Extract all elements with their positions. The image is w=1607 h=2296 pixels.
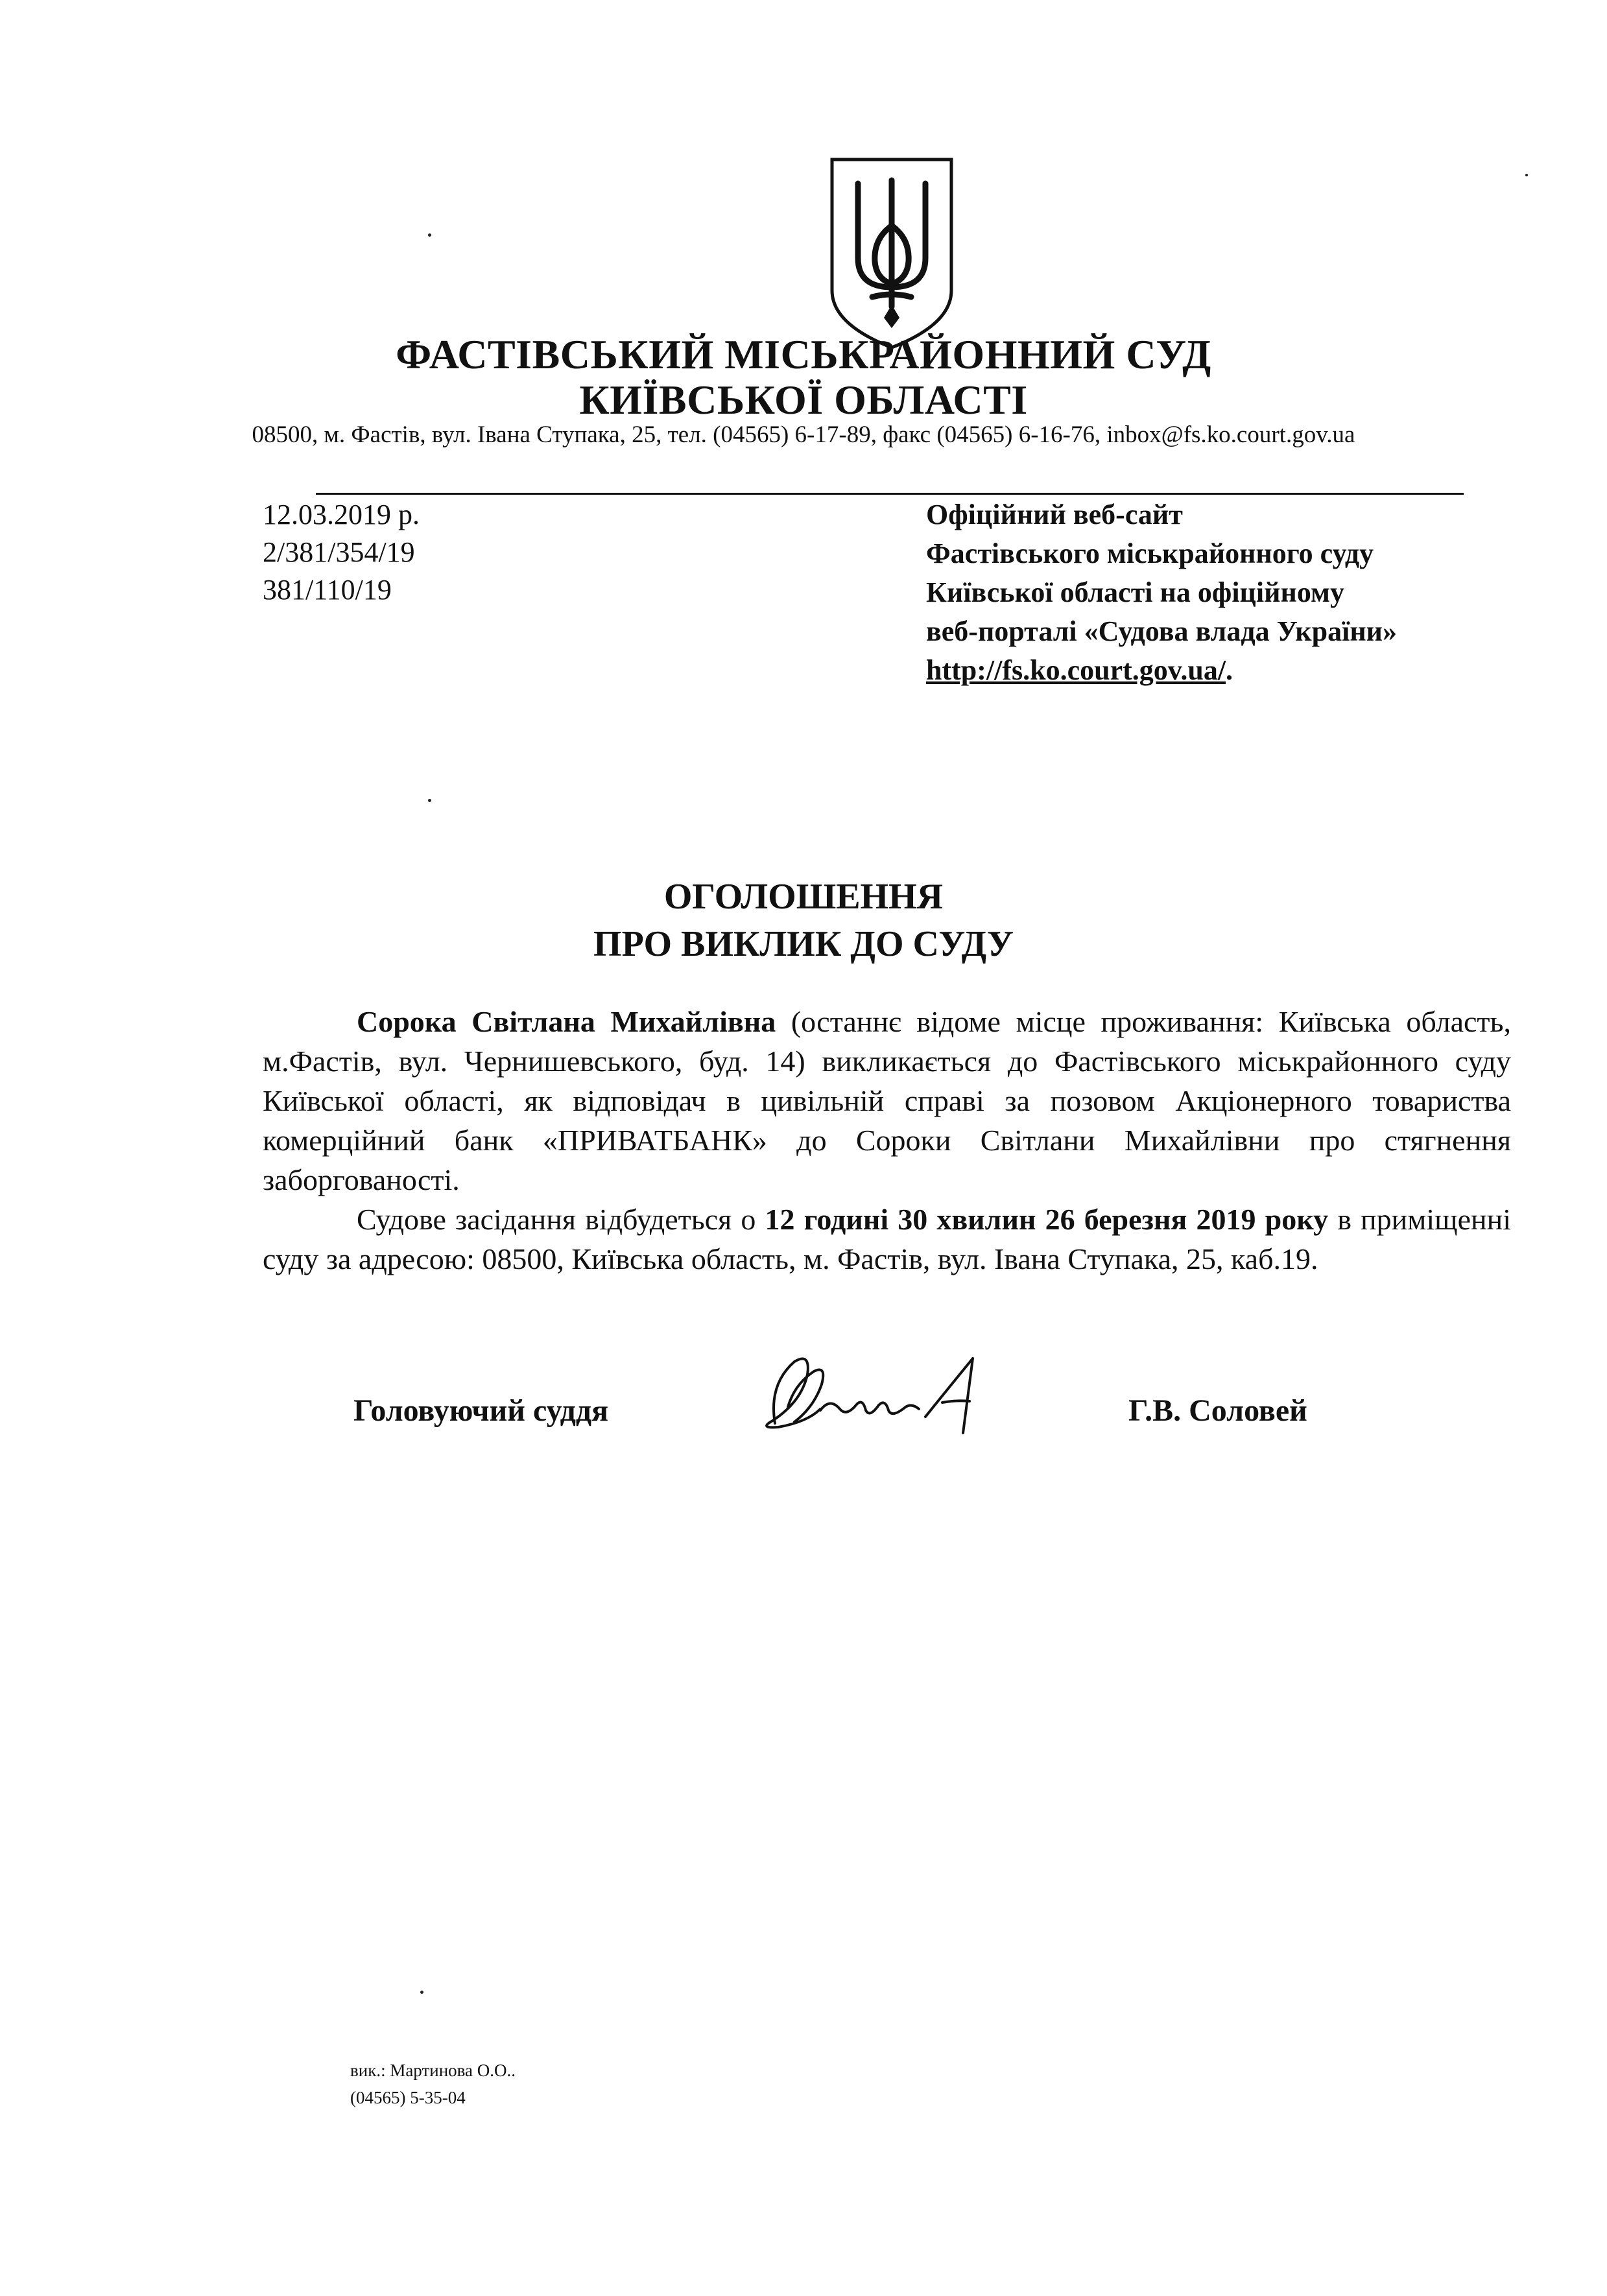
executor-phone: (04565) 5-35-04: [350, 2088, 466, 2107]
announcement-title: ОГОЛОШЕННЯ: [663, 877, 944, 917]
announcement-subtitle: ПРО ВИКЛИК ДО СУДУ: [593, 924, 1014, 964]
court-website-link[interactable]: http://fs.ko.court.gov.ua/: [926, 654, 1226, 686]
handwritten-signature-icon: [749, 1345, 1021, 1449]
executor-name: вик.: Мартинова О.О..: [350, 2061, 516, 2080]
coat-of-arms-icon: [827, 154, 957, 352]
court-name-line2: КИЇВСЬКОЇ ОБЛАСТІ: [579, 377, 1028, 423]
hearing-paragraph: [263, 1200, 1511, 1279]
addressee-line2: Фастівського міськрайонного суду: [926, 538, 1374, 569]
document-date: 12.03.2019 р.: [263, 499, 420, 530]
addressee-line1: Офіційний веб-сайт: [926, 499, 1183, 530]
judge-name: Г.В. Соловей: [1128, 1393, 1307, 1428]
hearing-datetime: 12 годині 30 хвилин 26 березня 2019 року: [765, 1203, 1329, 1236]
hearing-text-end: в приміщенні суду за адресою: 08500, Київська область, м. Фастів, вул. Івана Ступака, 25, каб.19.: [263, 1203, 1512, 1275]
summons-text: (останнє відоме місце проживання: Київська область, м.Фастів, вул. Чернишевського, буд. 14) викликається до Фастівського міськрайонного суду Київської області, як відповідач в цивільній справі за позовом Акціонерного товариства комерційний банк «ПРИВАТБАНК» до Сороки Світлани Михайлівни про стягнення заборгованості.: [263, 1005, 1511, 1196]
judge-role: Головуючий суддя: [353, 1393, 609, 1428]
addressee-line4: веб-порталі «Судова влада України»: [926, 615, 1398, 647]
proceeding-number: 381/110/19: [263, 574, 392, 606]
case-number: 2/381/354/19: [263, 536, 415, 568]
link-suffix: .: [1226, 654, 1233, 686]
defendant-name: Сорока Світлана Михайлівна: [357, 1005, 776, 1038]
header-divider: [316, 493, 1464, 495]
court-address: 08500, м. Фастів, вул. Івана Ступака, 25, тел. (04565) 6-17-89, факс (04565) 6-16-76, inbox@fs.ko.court.gov.ua: [252, 421, 1355, 448]
addressee-line3: Київської області на офіційному: [926, 576, 1344, 608]
court-name-line1: ФАСТІВСЬКИЙ МІСЬКРАЙОННИЙ СУД: [396, 331, 1211, 377]
addressee-link-line: [926, 656, 1233, 685]
hearing-text-start: Судове засідання відбудеться о: [357, 1203, 765, 1236]
summons-paragraph: [263, 1002, 1511, 1200]
